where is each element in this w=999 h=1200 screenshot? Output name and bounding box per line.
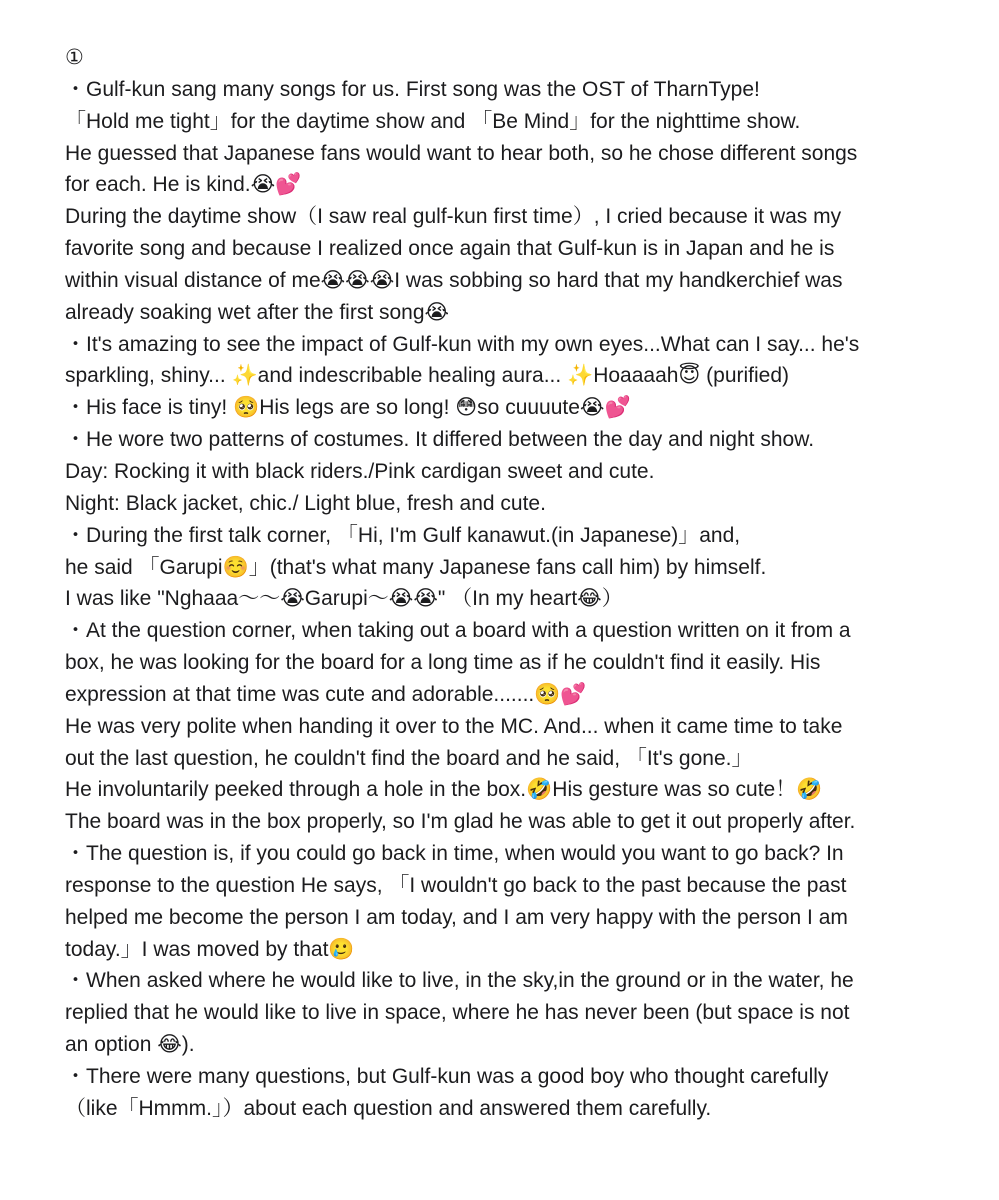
- text-line: ・When asked where he would like to live, in the sky,in the ground or in the water, he: [65, 969, 854, 993]
- text-line: ・It's amazing to see the impact of Gulf-kun with my own eyes...What can I say... he's: [65, 332, 860, 356]
- text-line: an option 😂).: [65, 1033, 195, 1057]
- text-line: out the last question, he couldn't find the board and he said, 「It's gone.」: [65, 746, 753, 770]
- text-line: （like「Hmmm.」）about each question and answered them carefully.: [65, 1096, 712, 1120]
- text-line: ・There were many questions, but Gulf-kun was a good boy who thought carefully: [65, 1065, 829, 1088]
- text-line: He was very polite when handing it over to the MC. And... when it came time to take: [65, 714, 843, 738]
- text-line: Night: Black jacket, chic./ Light blue, fresh and cute.: [65, 491, 546, 515]
- text-line: ・During the first talk corner, 「Hi, I'm Gulf kanawut.(in Japanese)」and,: [65, 523, 741, 547]
- text-line: During the daytime show（I saw real gulf-kun first time）, I cried because it was my: [65, 205, 842, 229]
- text-line: box, he was looking for the board for a long time as if he couldn't find it easily. His: [65, 651, 821, 675]
- text-line: 「Hold me tight」for the daytime show and 「Be Mind」for the nighttime show.: [65, 109, 801, 133]
- text-line: for each. He is kind.😭💕: [65, 173, 302, 197]
- text-line: ①: [65, 46, 84, 69]
- text-line: response to the question He says, 「I wouldn't go back to the past because the past: [65, 873, 847, 897]
- text-line: I was like "Nghaaa〜〜😭Garupi〜😭😭" （In my heart😂）: [65, 587, 623, 611]
- text-line: The board was in the box properly, so I'm glad he was able to get it out properly after.: [65, 810, 856, 834]
- text-line: ・His face is tiny! 🥺His legs are so long! 😳so cuuuute😭💕: [65, 396, 631, 420]
- text-line: sparkling, shiny... ✨and indescribable healing aura... ✨Hoaaaah😇 (purified): [65, 364, 790, 388]
- text-line: ・He wore two patterns of costumes. It differed between the day and night show.: [65, 428, 815, 452]
- text-line: ・Gulf-kun sang many songs for us. First song was the OST of TharnType!: [65, 77, 760, 101]
- text-line: He involuntarily peeked through a hole in the box.🤣His gesture was so cute！🤣: [65, 778, 823, 802]
- text-line: within visual distance of me😭😭😭I was sobbing so hard that my handkerchief was: [65, 268, 843, 292]
- text-line: ・The question is, if you could go back in time, when would you want to go back? In: [65, 842, 844, 866]
- note-body: [65, 42, 945, 1125]
- text-line: expression at that time was cute and adorable.......🥺💕: [65, 682, 587, 706]
- text-line: favorite song and because I realized once again that Gulf-kun is in Japan and he is: [65, 237, 835, 261]
- text-line: already soaking wet after the first song😭: [65, 300, 450, 324]
- text-line: he said 「Garupi☺️」(that's what many Japanese fans call him) by himself.: [65, 555, 767, 579]
- text-line: replied that he would like to live in space, where he has never been (but space is not: [65, 1001, 850, 1025]
- text-line: today.」I was moved by that🥲: [65, 937, 355, 961]
- text-line: Day: Rocking it with black riders./Pink cardigan sweet and cute.: [65, 459, 655, 483]
- text-line: He guessed that Japanese fans would want to hear both, so he chose different songs: [65, 141, 858, 165]
- text-line: helped me become the person I am today, and I am very happy with the person I am: [65, 905, 848, 929]
- text-line: ・At the question corner, when taking out a board with a question written on it from a: [65, 619, 851, 643]
